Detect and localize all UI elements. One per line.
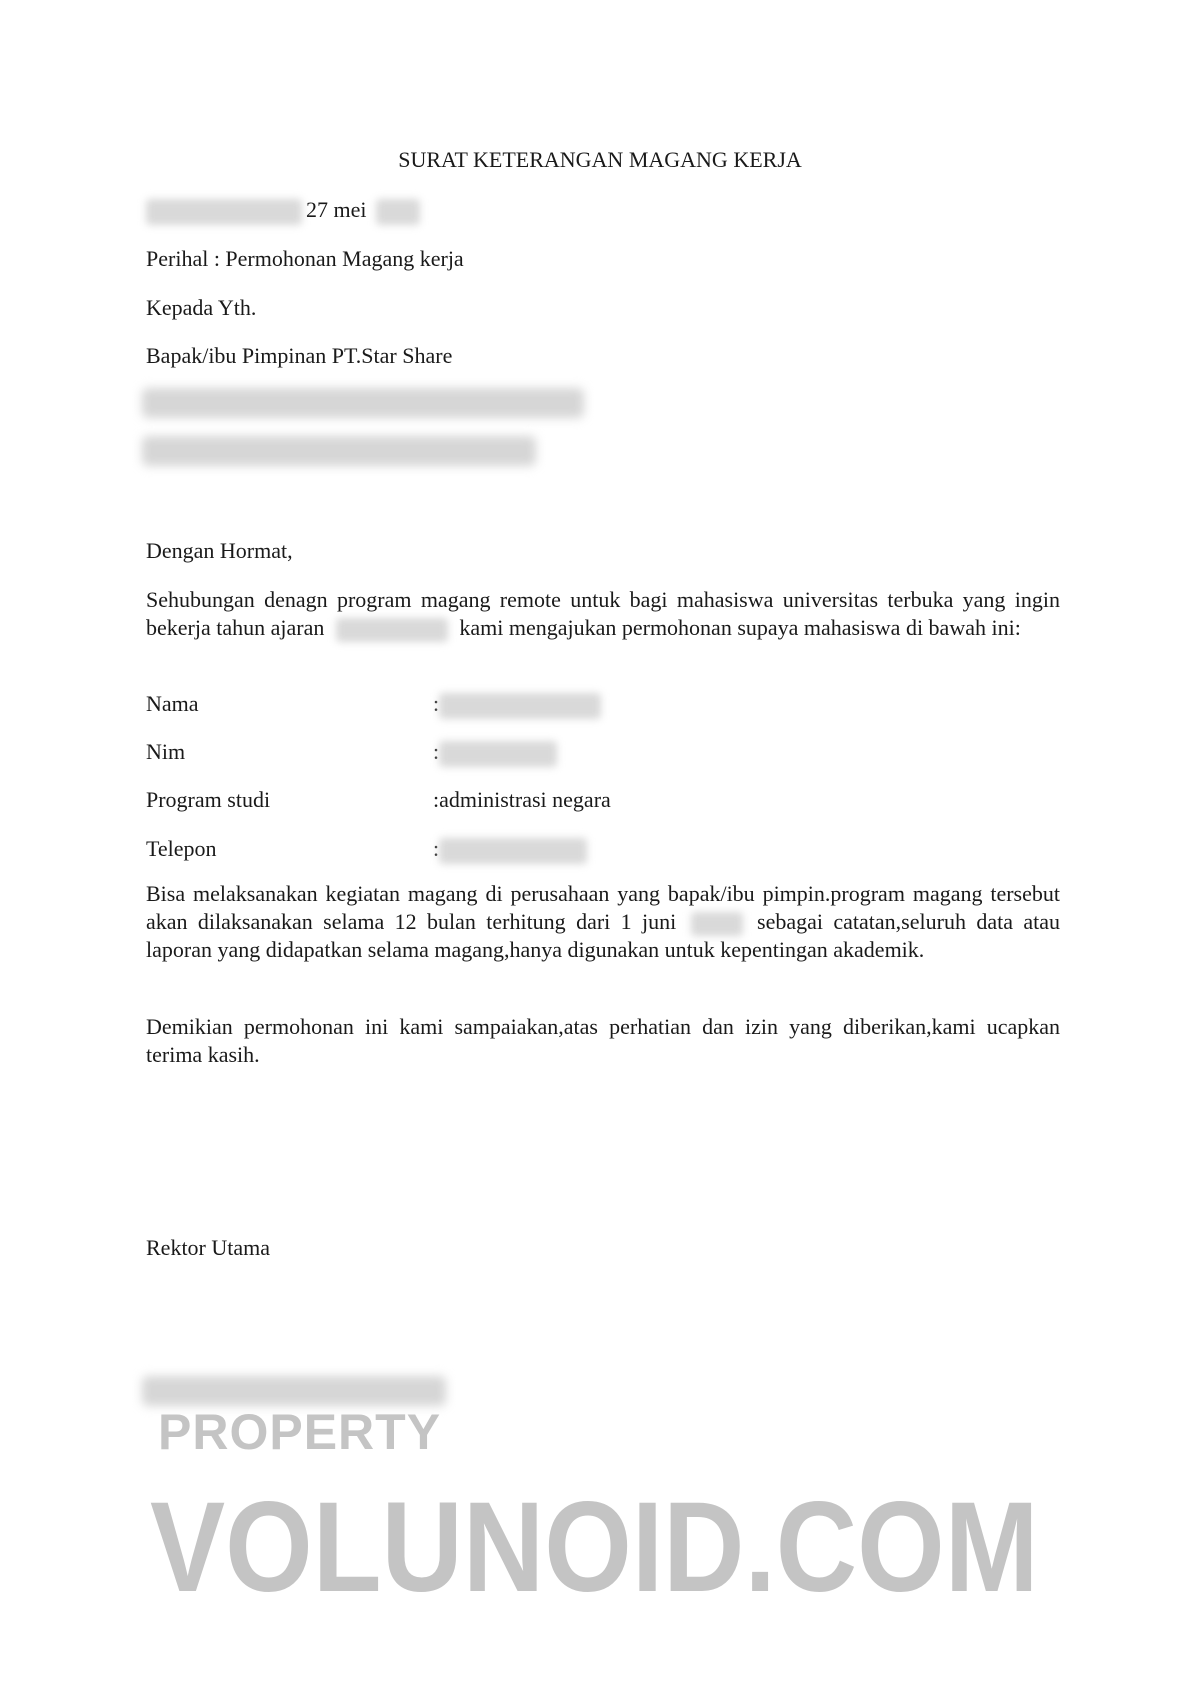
subject-line: Perihal : Permohonan Magang kerja (146, 246, 464, 271)
telepon-colon: : (433, 836, 440, 861)
body-text-2: sebagai catatan,seluruh data atau laporan yang didapatkan selama magang,hanya digunakan untuk kepentingan akademik. (146, 909, 1060, 962)
date-text: 27 mei (306, 197, 367, 222)
intro-paragraph (146, 586, 1060, 642)
body-paragraph (146, 880, 1060, 964)
nama-value (433, 690, 601, 719)
telepon-label: Telepon (146, 836, 217, 861)
redacted-start-year (691, 912, 743, 936)
prodi-value (433, 786, 611, 814)
watermark-volunoid: VOLUNOID.COM (150, 1476, 1039, 1619)
nama-label: Nama (146, 691, 199, 716)
nama-colon: : (433, 691, 440, 716)
signatory-title: Rektor Utama (146, 1235, 271, 1260)
intro-text-2: kami mengajukan permohonan supaya mahasiswa di bawah ini: (459, 615, 1021, 640)
letter-title: SURAT KETERANGAN MAGANG KERJA (398, 147, 802, 172)
recipient-line-2: Bapak/ibu Pimpinan PT.Star Share (146, 343, 453, 368)
intro-text-1: Sehubungan denagn program magang remote untuk bagi mahasiswa universitas terbuka yang ingin bekerja tahun ajaran (146, 587, 1060, 640)
nim-label: Nim (146, 739, 186, 764)
redacted-telepon (439, 838, 587, 864)
greeting: Dengan Hormat, (146, 538, 293, 563)
prodi-label: Program studi (146, 787, 271, 812)
recipient-line-1: Kepada Yth. (146, 295, 257, 320)
date-line (146, 196, 420, 225)
redacted-nama (439, 693, 601, 719)
redacted-city (146, 199, 302, 225)
closing-paragraph: Demikian permohonan ini kami sampaiakan,atas perhatian dan izin yang diberikan,kami ucapkan terima kasih. (146, 1014, 1060, 1067)
telepon-value (433, 835, 587, 864)
redacted-address-line-2 (142, 436, 536, 466)
body-text-1: Bisa melaksanakan kegiatan magang di perusahaan yang bapak/ibu pimpin.program magang tersebut akan dilaksanakan selama 12 bulan terhitung dari 1 juni (146, 881, 1060, 934)
redacted-academic-year (336, 618, 448, 642)
prodi-colon: : (433, 787, 440, 812)
nim-value (433, 738, 557, 767)
redacted-year (376, 199, 420, 225)
watermark-property: PROPERTY (158, 1404, 442, 1460)
redacted-address-line-1 (142, 388, 584, 418)
redacted-signatory-name (142, 1376, 446, 1406)
redacted-nim (439, 741, 557, 767)
prodi-text: administrasi negara (439, 787, 611, 812)
nim-colon: : (433, 739, 440, 764)
